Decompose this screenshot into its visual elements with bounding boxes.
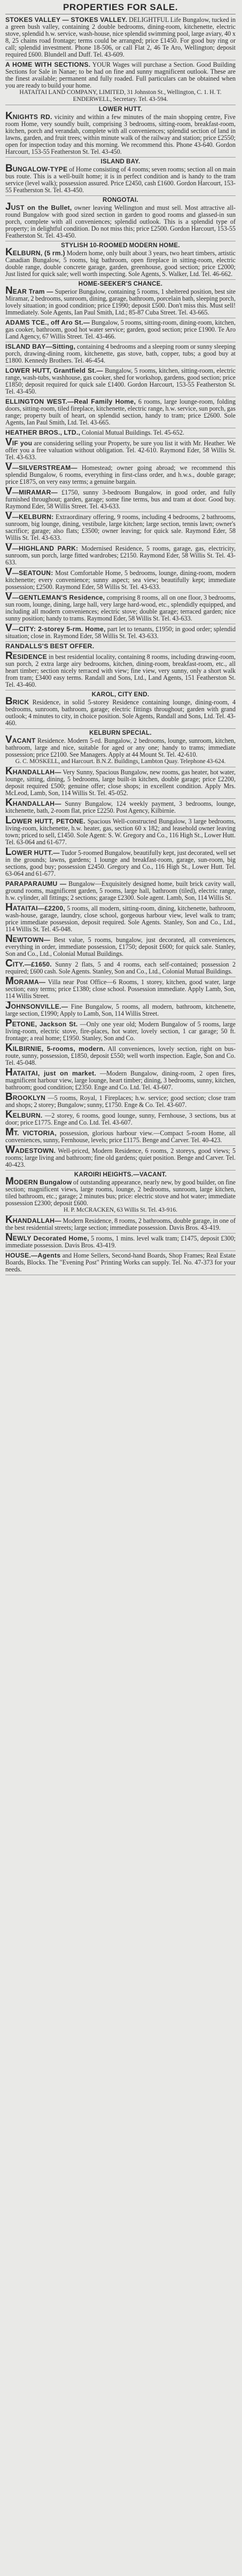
ad-body: Sunny Bungalow, 124 weekly payment, 3 bedrooms, lounge, kitchenette, bath, 2-room flat, price £2250. Post Agency, Kilbirnie.	[5, 800, 236, 814]
ad-drop-cap: K	[5, 797, 13, 808]
ad-lead-in: —MIRAMAR—	[12, 489, 58, 496]
classified-ad	[5, 438, 236, 463]
ad-body: Modern Residence, 8 rooms, 2 bathrooms, double garage, in one of the best residential streets; large section; immediate possession. Davis Bros. 43-419.	[5, 1217, 236, 1231]
ad-drop-cap: B	[5, 696, 13, 707]
ad-drop-cap: V	[5, 623, 12, 634]
ad-body: comprising 8 rooms, all on one floor, 3 bedrooms, sun room, lounge, dining, large hall, very large hard-wood, etc., splendidly equipped, and including all modern conveniences; electric stove; double garage; terraced garden; nice sunny position; handy to trams. Raymond Eder, 58 Willis St. Tel. 43-633.	[5, 594, 236, 622]
ad-body: Modern home, only built about 3 years, two heart timbers, artistic Canadian Bungalow, 5 rooms, big bathroom, open fireplace in sitting-room, electric double range, double concrete garage, garden, greenhouse, good section; price £2000; Just listed for quick sale; well worth inspecting. Sole Agents, S. Walker, Ltd. Tel. 46-662.	[5, 249, 236, 278]
ad-body: Bungalow, 5 rooms, kitchen, sitting-room, electric range, wash-tubs, washhouse, gas cooker, shed for workshop, gardens, good section; price £1850; deposit required for quick sale £1400. Gordon Harcourt, 153-55 Featherston St. Tel. 43-450.	[5, 367, 236, 395]
ad-body: Homestead; owner going abroad; we recommend this splendid Bungalow, 6 rooms, everything in first-class order, and h.w.s., double garage; price £1875, on very easy terms; a genuine bargain.	[5, 464, 236, 485]
classified-ad	[5, 879, 236, 904]
ad-drop-cap: H	[5, 902, 13, 913]
ad-heading: KAROIRI HEIGHTS.—VACANT.	[74, 1172, 167, 1178]
ad-lead-in: OWER HUTT.—	[11, 849, 60, 857]
ad-lead-in: EWLY Decorated Home,	[12, 1235, 89, 1242]
classified-ad	[5, 848, 236, 879]
ad-lead-in: —SILVERSTREAM—	[12, 464, 77, 472]
classified-ad	[5, 624, 236, 642]
classified-ads-column	[5, 15, 236, 1275]
ad-drop-cap: B	[5, 163, 13, 174]
classified-ad	[5, 1216, 236, 1234]
ad-body: —2 storey, 6 rooms, good lounge, sunny, Fernhouse, 3 sections, bus at door; price £1775. Enge and Co. Ltd. Tel. 43-607.	[5, 1112, 236, 1126]
ad-drop-cap: K	[5, 766, 13, 777]
ad-drop-cap: R	[5, 650, 13, 662]
classified-ad	[5, 767, 236, 799]
ad-drop-cap: N	[5, 285, 13, 296]
classified-ad	[5, 1128, 236, 1146]
ad-body: Superior Bungalow, containing 5 rooms, 1 sheltered position, best site Miramar, 2 bedrooms, sunroom, dining, garage, bathroom, porcelain bath, sleeping porch, lovely situation; in good condition; price £1990; deposit £500. Don't miss this. Must sell! Immediately. Sole Agents, Ian Paul Smith, Ltd.; 85-87 Cuba Street. Tel. 43-665.	[5, 288, 236, 316]
ad-lead-in: OHNSONVILLE.—	[11, 1003, 68, 1010]
ad-drop-cap: V	[5, 486, 12, 497]
ad-lead-in: ISLAND BAY—Sitting,	[5, 343, 76, 350]
classified-ad	[5, 463, 236, 488]
ad-lead-in: HOUSE.—Agents	[5, 1252, 61, 1259]
ad-body: of outstanding appearance, nearly new, by good builder, on fine section; magnificent views, large rooms, lounge, 2 bedrooms, sunroom, large kitchen, tiled bathroom, etc.; garage; 2 minutes bus; price: electric stove and hot water; immediate possession £2300; deposit £600.	[5, 1179, 236, 1207]
classified-ad	[5, 652, 236, 690]
classified-ad	[5, 241, 236, 280]
classified-ad	[5, 105, 236, 158]
ad-body: Most Comfortable Home, 5 bedrooms, lounge, dining-room, modern kitchenette; every convenience; sunny aspect; sea view; beautifully kept; immediate possession; £2500. Raymond Eder, 58 Willis St. Tel. 43-633.	[5, 569, 236, 591]
classified-ad	[5, 196, 236, 241]
ad-lead-in: HANDALLAH—	[12, 768, 61, 776]
ad-body: Villa near Post Office—6 Rooms, 1 storey, kitchen, good water, large section; easy terms; price £1380; close school. Possession immediate. Apply Lamb, Son, 114 Willis Street.	[5, 978, 236, 1000]
ad-body: YOUR Wages will purchase a Section. Good Building Sections for Sale in Nanae; to be had on fine and sunny magnificent outlook. These are the finest available; permanent and fully roaded. Full particulars can be obtained when you are ready to build your home.	[5, 61, 236, 89]
ad-lead-in: EWTOWN—	[12, 936, 51, 944]
ad-drop-cap: V	[5, 511, 12, 522]
ad-body: vicinity and within a few minutes of the main shopping centre, Five room Home, very soundly built, comprising 3 bedrooms, sitting-room, breakfast-room, kitchen, porch and verandah, complete with all conveniences; splendid section of land in lawns, garden, and fruit trees; within minute walk of the railway and station; price £2550; open for inspection today and this morning. We recommend this. Phone 43-640. Gordon Harcourt, 153-55 Featherston St. Tel. 43-450.	[5, 113, 236, 155]
ad-drop-cap: V	[5, 437, 12, 448]
ad-body: Fine Bungalow, 5 rooms, all modern, bathroom, kitchenette, large section, £1990; Apply to Lamb, Son, 114 Willis Street.	[5, 1003, 236, 1017]
classified-ad	[5, 977, 236, 1002]
ad-body: of Home consisting of 4 rooms; seven rooms; section all on main bus route. This is a well-built home; it is in perfect condition and is handy to the tram service (level walk); possession assured. Price £2450, cash £1600. Gordon Harcourt, 153-55 Featherston St. Tel. 43-450.	[5, 166, 236, 194]
classified-ad	[5, 60, 236, 105]
ad-body: 5 rooms, 1 mins. level walk tram; £1475, deposit £300; immediate possession. Davis Bros. 43-419.	[5, 1235, 236, 1249]
ad-drop-cap: V	[5, 734, 12, 745]
classified-ad	[5, 1171, 236, 1216]
ad-drop-cap: C	[5, 958, 13, 969]
ad-lead-in: ADESTOWN.	[14, 1147, 56, 1155]
ad-lead-in: PARAPARAUMU —	[5, 880, 67, 888]
ad-drop-cap: M	[5, 976, 14, 987]
classified-ad	[5, 960, 236, 977]
classified-ad	[5, 816, 236, 848]
classified-ad	[5, 1111, 236, 1128]
classified-ad	[5, 488, 236, 512]
classified-ad	[5, 690, 236, 729]
classified-ad	[5, 593, 236, 624]
ad-lead-in: RANDALLS'S BEST OFFER.	[5, 642, 95, 650]
ad-drop-cap: H	[5, 1067, 13, 1078]
ad-drop-cap: J	[5, 201, 11, 213]
ad-body: Spacious Well-constructed Bungalow, 3 large bedrooms, living-room, kitchenette, h.w. heater, gas, section 60 x 182; and leasehold owner leaving town; priced to sell, £1450. Sole Agent: S. W. Gregory and Co., 116 High St., Lower Hutt. Tel. 63-064 and 61-677.	[5, 818, 236, 846]
ad-body: owner leaving Wellington and must sell. Most attractive all-round Bungalow with good sized section in garden to good rooms and glassed-in sun porch, complete with all conveniences; splendid outlook. This is a splendid type of property; in delightful condition. Do not miss this; price £2500. Gordon Harcourt, 153-55 Featherston St. Tel. 43-450.	[5, 204, 236, 239]
ad-lead-in: ELBURN.	[12, 1112, 43, 1119]
ad-body: All conveniences, lovely section, right on bus-route, sunny, possession, £1850, deposit £550; well worth inspection. Eagle, Son and Co. Tel. 45-048.	[5, 1045, 236, 1066]
ad-lead-in: ATAITAI, just on market.	[12, 1070, 97, 1077]
classified-ad	[5, 158, 236, 196]
ad-body: Colonial Mutual Buildings. Tel. 45-652.	[81, 429, 184, 436]
ad-drop-cap: P	[5, 1018, 12, 1029]
ad-lead-in: ILBIRNIE, 5-rooms, modern.	[12, 1045, 105, 1053]
ad-drop-cap: K	[5, 1042, 13, 1054]
ad-body: DELIGHTFUL Life Bungalow, tucked in a green bush valley, containing 2 double bedrooms, dining-room, kitchenette, electric stove, splendid h.w. service, wash-house, nice splendid swimming pool, large aviary, 40 x 8, 25 chains road frontage; terms could be arranged; price £1450. For good buy ring or call; splendid investment. Phone 18-506, or call Flat 2, 46 Te Aro, Wellington; deposit required £600. Blundell and Duff. Tel. 43-609.	[5, 16, 236, 58]
ad-lead-in: ATAITAI—£2200,	[12, 905, 66, 912]
ad-heading: ISLAND BAY.	[100, 159, 140, 165]
ad-body: part let to tenants, £1950; in good order; splendid situation; close in. Raymond Eder, 58 Willis St. Tel. 43-633.	[5, 625, 236, 640]
ad-lead-in: ELLINGTON WEST.—Real Family Home,	[5, 398, 136, 405]
classified-ad	[5, 1069, 236, 1093]
classified-ad	[5, 935, 236, 960]
ad-lead-in: A HOME WITH SECTIONS.	[5, 61, 91, 68]
ad-body: and Home Sellers, Second-hand Boards, Shop Frames; Real Estate Boards, Blocks. The "Evening Post" Printing Works can supply. Tel. No. 47-373 for your needs.	[5, 1252, 236, 1273]
ad-drop-cap: N	[5, 1232, 13, 1243]
ad-body: Residence, in solid 5-storey Residence containing lounge, dining-room, 4 bedrooms, sunroom, bathroom, garage; electric fittings throughout; garden with grand outlook; 4 minutes to city, in choice position. Sole Agents, Randall and Sons, Ltd. Tel. 43-460.	[5, 698, 236, 727]
classified-ad	[5, 904, 236, 935]
ad-signature: HATAITAI LAND COMPANY, LIMITED, 31 Johnston St., Wellington, C. 1. H. T. ENDERWELL, Secretary. Tel. 43-594.	[19, 89, 222, 103]
ad-lead-in: STOKES VALLEY — STOKES VALLEY.	[5, 16, 128, 23]
ad-signature: H. P. McCRACKEN, 63 Willis St. Tel. 43-916.	[63, 1207, 177, 1213]
ad-body: £1750, sunny 3-bedroom Bungalow, in good order, and fully furnished throughout; garden, garage; some fine terms, bus and tram at door. Good buy. Raymond Eder, 58 Willis Street. Tel. 43-633.	[5, 489, 236, 510]
ad-heading: LOWER HUTT.	[98, 106, 143, 113]
ad-lead-in: ADAMS TCE., off Aro St.—	[5, 319, 90, 326]
classified-ad	[5, 799, 236, 816]
ad-drop-cap: L	[5, 846, 12, 858]
ad-lead-in: ELBURN, (5 rm.)	[12, 249, 65, 257]
ad-drop-cap: K	[5, 1214, 13, 1226]
classified-ad	[5, 1019, 236, 1044]
ad-lead-in: ACANT	[12, 737, 36, 744]
ad-heading: STYLISH 10-ROOMED MODERN HOME.	[61, 242, 180, 249]
ad-heading: KELBURN SPECIAL.	[89, 730, 152, 736]
ad-lead-in: ODERN Bungalow	[13, 1179, 72, 1186]
ad-lead-in: RICK	[12, 698, 29, 706]
section-heading: PROPERTIES FOR SALE.	[5, 2, 236, 14]
ad-lead-in: ROOKLYN	[12, 1094, 46, 1102]
ad-heading: KAROL, CITY END.	[91, 692, 150, 698]
ad-lead-in: EAR Tram —	[12, 288, 53, 295]
classified-ad	[5, 318, 236, 342]
ad-body: possession, glorious harbour view.—Compact 5-room Home, all conveniences, sunny, Fernhouse, levels; price £1175. Benge and Carver. Tel. 40-423.	[5, 1129, 236, 1144]
classified-ad	[5, 397, 236, 428]
ad-heading: RONGOTAI.	[102, 197, 138, 203]
ad-drop-cap: M	[5, 1127, 14, 1138]
ad-drop-cap: B	[5, 1091, 13, 1103]
ad-lead-in: —KELBURN:	[12, 513, 54, 521]
ad-lead-in: ITY.—£1650.	[12, 961, 52, 968]
ad-drop-cap: M	[5, 1176, 14, 1187]
ad-drop-cap: V	[5, 461, 12, 473]
ad-drop-cap: W	[5, 1144, 15, 1156]
classified-ad	[5, 568, 236, 593]
classified-ad	[5, 1234, 236, 1251]
ad-body: Sunny 2 flats, 5 and 4 rooms, each self-contained; possession 2 required; £600 cash. Sole Agents. Stanley, Son and Co., Ltd., Colonial Mutual Buildings.	[5, 961, 236, 975]
ad-body: Residence. Modern 5-rd. Bungalow, 2 bedrooms, lounge, sunroom, kitchen, bathroom, large and nice, suitable for aged or any one; handy to trams; immediate possession; price £2100. See Managers. Apply at 44 Mount St. Tel. 42-610.	[5, 737, 236, 758]
classified-ad	[5, 280, 236, 318]
classified-ad	[5, 366, 236, 397]
ad-body: Well-priced, Modern Residence, 6 rooms, 2 storeys, good views; 5 rooms; large living and bathroom; fine old gardens; quiet position. Benge and Carver. Tel. 40-423.	[5, 1147, 236, 1168]
ad-lead-in: —CITY: 2-storey 5-rm. Home,	[12, 625, 106, 633]
ad-body: are considering selling your Property, be sure you list it with Mr. Heather. We offer you a free valuation without obligation. Tel. 42-610. Raymond Eder, 58 Willis St. Tel. 43-633.	[5, 439, 236, 461]
ad-drop-cap: V	[5, 591, 12, 602]
classified-ad	[5, 428, 236, 438]
ad-body: in best residential locality, containing 8 rooms, including drawing-room, sun porch, 2 extra large airy bedrooms, kitchen, dining-room, breakfast-room, etc., all heart timber; section nicely terraced with view; fine view, very sunny, only a short walk from tram; £3400 easy terms. Randall and Sons, Ltd., Land Agents, 151 Featherston St. Tel. 43-460.	[5, 653, 236, 688]
ad-body: 6 rooms, large lounge-room, folding doors, sitting-room, tiled fireplace, kitchenette, electric range, h.w. service, sun porch, gas range; property built of heart, on splendid section, handy to tram; price £2600. Sole Agents, Ian Paul Smith, Ltd. Tel. 43-665.	[5, 398, 236, 426]
ad-body: Tudor 5-roomed Bungalow, beautifully kept, just decorated, well set in the grounds; lawns, gardens; 1 lounge and breakfast-room, garage, sun-room, big sections, good buy; possession £2450. Gregory and Co., 116 High St., Lower Hutt. Tel. 63-064 and 61-677.	[5, 849, 236, 877]
ad-lead-in: UNGALOW-TYPE	[12, 166, 68, 173]
ad-drop-cap: L	[5, 815, 12, 826]
ad-lead-in: HEATHER BROS., LTD.,	[5, 429, 81, 436]
classified-ad	[5, 1002, 236, 1019]
ad-body: Very Sunny, Spacious Bungalow, new rooms, gas heater, hot water, lounge, sitting, dining, 5 bedrooms, large built-in kitchen, double garage; price £2200, deposit required £500; genuine offer; close shops; in excellent condition. Apply Mrs. McLeod, Lamb, Son, 114 Willis St. Tel. 45-052.	[5, 768, 236, 797]
classified-ad	[5, 1093, 236, 1111]
ad-body: Bungalow—Exquisitely designed home, built brick cavity wall, ground rooms, magnificent garden, 5 rooms, large hall, bathroom (tiled), electric range, h.w. cylinder, all fittings; 2 sections; garage £2300. Sole agent. Lamb, Son, 114 Willis St.	[5, 880, 236, 901]
ad-lead-in: —HIGHLAND PARK:	[12, 545, 79, 552]
classified-ad	[5, 1251, 236, 1275]
ad-body: —Only one year old; Modern Bungalow of 5 rooms, large living-room, electric stove, fire-places, hot water, lovely section, 1 car garage; 50 ft. frontage; a real home; £1950. Stanley, Son and Co.	[5, 1020, 236, 1042]
classified-ad	[5, 544, 236, 568]
ad-body: 5 rooms, all modern, sitting-room, dining, kitchenette, bathroom, wash-house, garage, laundry, close school, gorgeous harbour view, level walk to tram; price immediate possession, deposit required. Sole Agents. Stanley, Son and Co., Ltd., 114 Willis St. Tel. 45-048.	[5, 905, 236, 933]
ad-lead-in: HANDALLAH—	[12, 1217, 61, 1224]
ad-lead-in: —SEATOUN:	[12, 569, 53, 577]
classified-ad	[5, 642, 236, 652]
ad-lead-in: T. VICTORIA,	[13, 1129, 57, 1137]
ad-body: containing 4 bedrooms and a sleeping room or sunny sleeping porch, drawing-dining room, kitchenette, gas stove, bath, copper, tubs; a good buy at £1800. Kennedy Brothers. Tel. 46-454.	[5, 343, 236, 364]
ad-lead-in: ESIDENCE	[12, 653, 47, 661]
ad-body: Best value, 5 rooms, bungalow, just decorated, all conveniences, everything in order, immediate possession, £1750; deposit £600; for quick sale. Stanley, Son and Co., Ltd., Colonial Mutual Buildings.	[5, 936, 236, 957]
ad-drop-cap: K	[5, 247, 13, 258]
ad-lead-in: LOWER HUTT, Grantfield St.—	[5, 367, 103, 374]
ad-lead-in: —GENTLEMAN'S Residence,	[12, 594, 105, 601]
ad-lead-in: UST on the Bullet,	[11, 204, 72, 211]
ad-lead-in: OWER HUTT, PETONE.	[11, 818, 85, 825]
ad-body: Extraordinary offering, 9 rooms, including 4 bedrooms, 2 bathrooms, sunroom, big lounge, dining, vestibule, large kitchen; large section, tennis lawn; owner's sacrifice; garage; also flats; £3500; owner leaving; for quick sale. Raymond Eder, 58 Willis St. Tel. 43-633.	[5, 513, 236, 541]
ad-heading: HOME-SEEKER'S CHANCE.	[78, 281, 163, 287]
ad-signature: G. C. MOSKELL, and Harcourt. B.N.Z. Buildings, Lambton Quay. Telephone 43-624.	[15, 758, 226, 765]
ad-body: Modernised Residence, 5 rooms, garage, gas, electricity, sunroom, sun porch, large fitted wardrobes; £2150. Raymond Eder, 58 Willis St. Tel. 43-633.	[5, 545, 236, 566]
ad-lead-in: ORAMA—	[13, 978, 46, 986]
classified-ad	[5, 1146, 236, 1171]
classified-ad	[5, 1044, 236, 1069]
ad-body: —5 rooms, Royal, 1 Fireplaces; h.w. service; good section; close tram and shops; 2 storey; Bungalow; sunny, £1750. Enge & Co. Tel. 43-607.	[5, 1094, 236, 1109]
ad-lead-in: NIGHTS RD.	[12, 113, 52, 121]
ad-drop-cap: K	[5, 111, 13, 122]
classified-ad	[5, 512, 236, 544]
ad-lead-in: ETONE, Jackson St.	[12, 1020, 78, 1028]
classified-ad	[5, 729, 236, 767]
ad-lead-in: IF you	[12, 439, 33, 447]
ad-drop-cap: V	[5, 567, 12, 578]
ad-drop-cap: J	[5, 1000, 11, 1011]
ad-drop-cap: V	[5, 542, 12, 553]
ad-lead-in: HANDALLAH—	[12, 800, 61, 807]
ad-drop-cap: N	[5, 933, 13, 945]
ad-body: —Modern Bungalow, dining-room, 2 open fires, magnificent harbour view, large lounge, heart timber; dining, 3 bedrooms, sunny, kitchen, bathroom; good condition; £2350. Enge and Co. Ltd. Tel. 43-607.	[5, 1070, 236, 1091]
ad-drop-cap: K	[5, 1109, 13, 1120]
classified-ad	[5, 15, 236, 60]
classified-ad	[5, 342, 236, 366]
ad-body: Bungalow, 5 rooms, sitting-room, dining-room, kitchen, gas cooker, bathroom, good hot water service; garden, good section; price £1900. Te Aro Land Agency, 67 Willis Street. Tel. 43-466.	[5, 319, 236, 340]
